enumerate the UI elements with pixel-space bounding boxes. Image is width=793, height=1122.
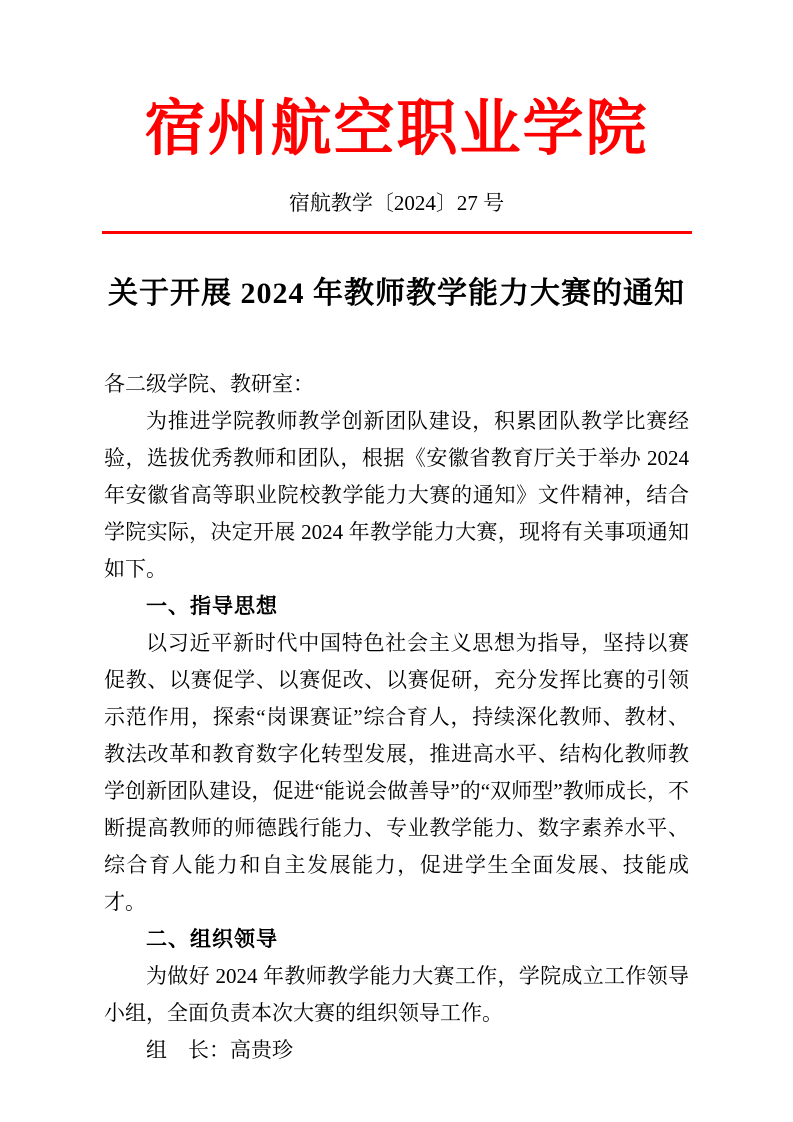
intro-paragraph: 为推进学院教师教学创新团队建设，积累团队教学比赛经验，选拔优秀教师和团队，根据《安徽省教育厅关于举办 2024 年安徽省高等职业院校教学能力大赛的通知》文件精神，结合学院实际，决定开展 2024 年教学能力大赛，现将有关事项通知如下。: [104, 409, 689, 582]
section-2-heading: 二、组织领导: [146, 928, 278, 952]
doc-number: 宿航教学〔2024〕27 号: [288, 191, 505, 216]
section-2-paragraph: 为做好 2024 年教师教学能力大赛工作，学院成立工作领导小组，全面负责本次大赛的组织领导工作。: [104, 964, 689, 1026]
salutation: 各二级学院、教研室：: [104, 372, 314, 397]
section-1-heading: 一、指导思想: [146, 595, 278, 619]
section-1-paragraph: 以习近平新时代中国特色社会主义思想为指导，坚持以赛促教、以赛促学、以赛促改、以赛促研，充分发挥比赛的引领示范作用，探索“岗课赛证”综合育人，持续深化教师、教材、教法改革和教育数字化转型发展，推进高水平、结构化教师教学创新团队建设，促进“能说会做善导”的“双师型”教师成长，不断提高教师的师德践行能力、专业教学能力、数字素养水平、综合育人能力和自主发展能力，促进学生全面发展、技能成才。: [104, 631, 689, 915]
document-title: 关于开展 2024 年教师教学能力大赛的通知: [108, 277, 685, 311]
red-divider-line: [102, 231, 692, 234]
document-body: [104, 366, 689, 1069]
leader-line: 组 长：高贵珍: [146, 1038, 293, 1063]
org-name-header: 宿州航空职业学院: [144, 96, 649, 163]
